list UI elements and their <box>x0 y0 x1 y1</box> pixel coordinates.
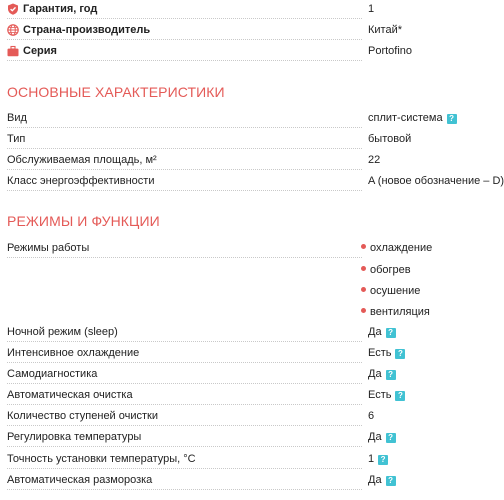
spec-value: Есть ? <box>368 389 405 401</box>
spec-row-energy-class: Класс энергоэффективности A (новое обозначение – D) <box>7 174 481 190</box>
help-icon[interactable]: ? <box>447 114 457 124</box>
spec-value: Да ? <box>368 474 396 486</box>
spec-row-type: Тип бытовой <box>7 132 481 148</box>
bullet-icon <box>361 287 366 292</box>
spec-value: сплит-система ? <box>368 112 457 124</box>
bullet-icon <box>361 266 366 271</box>
help-icon[interactable]: ? <box>386 476 396 486</box>
spec-row-temp-precision: Точность установки температуры, °C 1 ? <box>7 452 481 468</box>
section-title-modes: РЕЖИМЫ И ФУНКЦИИ <box>7 213 160 229</box>
spec-value: бытовой <box>368 133 412 145</box>
spec-row-sleep: Ночной режим (sleep) Да ? <box>7 325 481 341</box>
bullet-icon <box>361 244 366 249</box>
spec-row-cleaning-stages: Количество ступеней очистки 6 <box>7 409 481 425</box>
globe-icon <box>7 24 19 36</box>
spec-row-temp-control: Регулировка температуры Да ? <box>7 430 481 446</box>
spec-row-auto-defrost: Автоматическая разморозка Да ? <box>7 473 481 489</box>
spec-label: Страна-производитель <box>7 23 362 40</box>
spec-row-area: Обслуживаемая площадь, м² 22 <box>7 153 481 169</box>
spec-value: 22 <box>368 154 381 166</box>
spec-value: Есть ? <box>368 347 405 359</box>
spec-row-self-diagnostics: Самодиагностика Да ? <box>7 367 481 383</box>
spec-value: Да ? <box>368 431 396 443</box>
section-title-main: ОСНОВНЫЕ ХАРАКТЕРИСТИКИ <box>7 84 225 100</box>
spec-value: Да ? <box>368 326 396 338</box>
spec-row-intensive-cooling: Интенсивное охлаждение Есть ? <box>7 346 481 362</box>
help-icon[interactable]: ? <box>378 455 388 465</box>
help-icon[interactable]: ? <box>386 370 396 380</box>
spec-row-kind: Вид сплит-система ? <box>7 111 481 127</box>
spec-row-auto-cleaning: Автоматическая очистка Есть ? <box>7 388 481 404</box>
spec-row-operating-modes: Режимы работы <box>7 241 481 257</box>
mode-item: вентиляция <box>361 306 430 318</box>
bullet-icon <box>361 308 366 313</box>
mode-item: охлаждение <box>361 242 432 254</box>
mode-item: обогрев <box>361 264 411 276</box>
spec-row-warranty <box>7 2 481 18</box>
help-icon[interactable]: ? <box>395 349 405 359</box>
spec-label: Серия <box>7 44 362 61</box>
help-icon[interactable]: ? <box>386 328 396 338</box>
spec-value: Да ? <box>368 368 396 380</box>
spec-value: A (новое обозначение – D) <box>368 175 504 187</box>
help-icon[interactable]: ? <box>386 433 396 443</box>
shield-check-icon <box>7 3 19 15</box>
spec-label: Гарантия, год <box>7 2 362 19</box>
spec-value: 1 ? <box>368 453 388 465</box>
spec-value: 6 <box>368 410 375 422</box>
briefcase-icon <box>7 45 19 57</box>
spec-value: Portofino <box>368 45 413 57</box>
spec-value: 1 <box>368 3 375 15</box>
spec-row-series <box>7 44 481 60</box>
mode-item: осушение <box>361 285 420 297</box>
spec-value: Китай* <box>368 24 403 36</box>
help-icon[interactable]: ? <box>395 391 405 401</box>
spec-row-country <box>7 23 481 39</box>
